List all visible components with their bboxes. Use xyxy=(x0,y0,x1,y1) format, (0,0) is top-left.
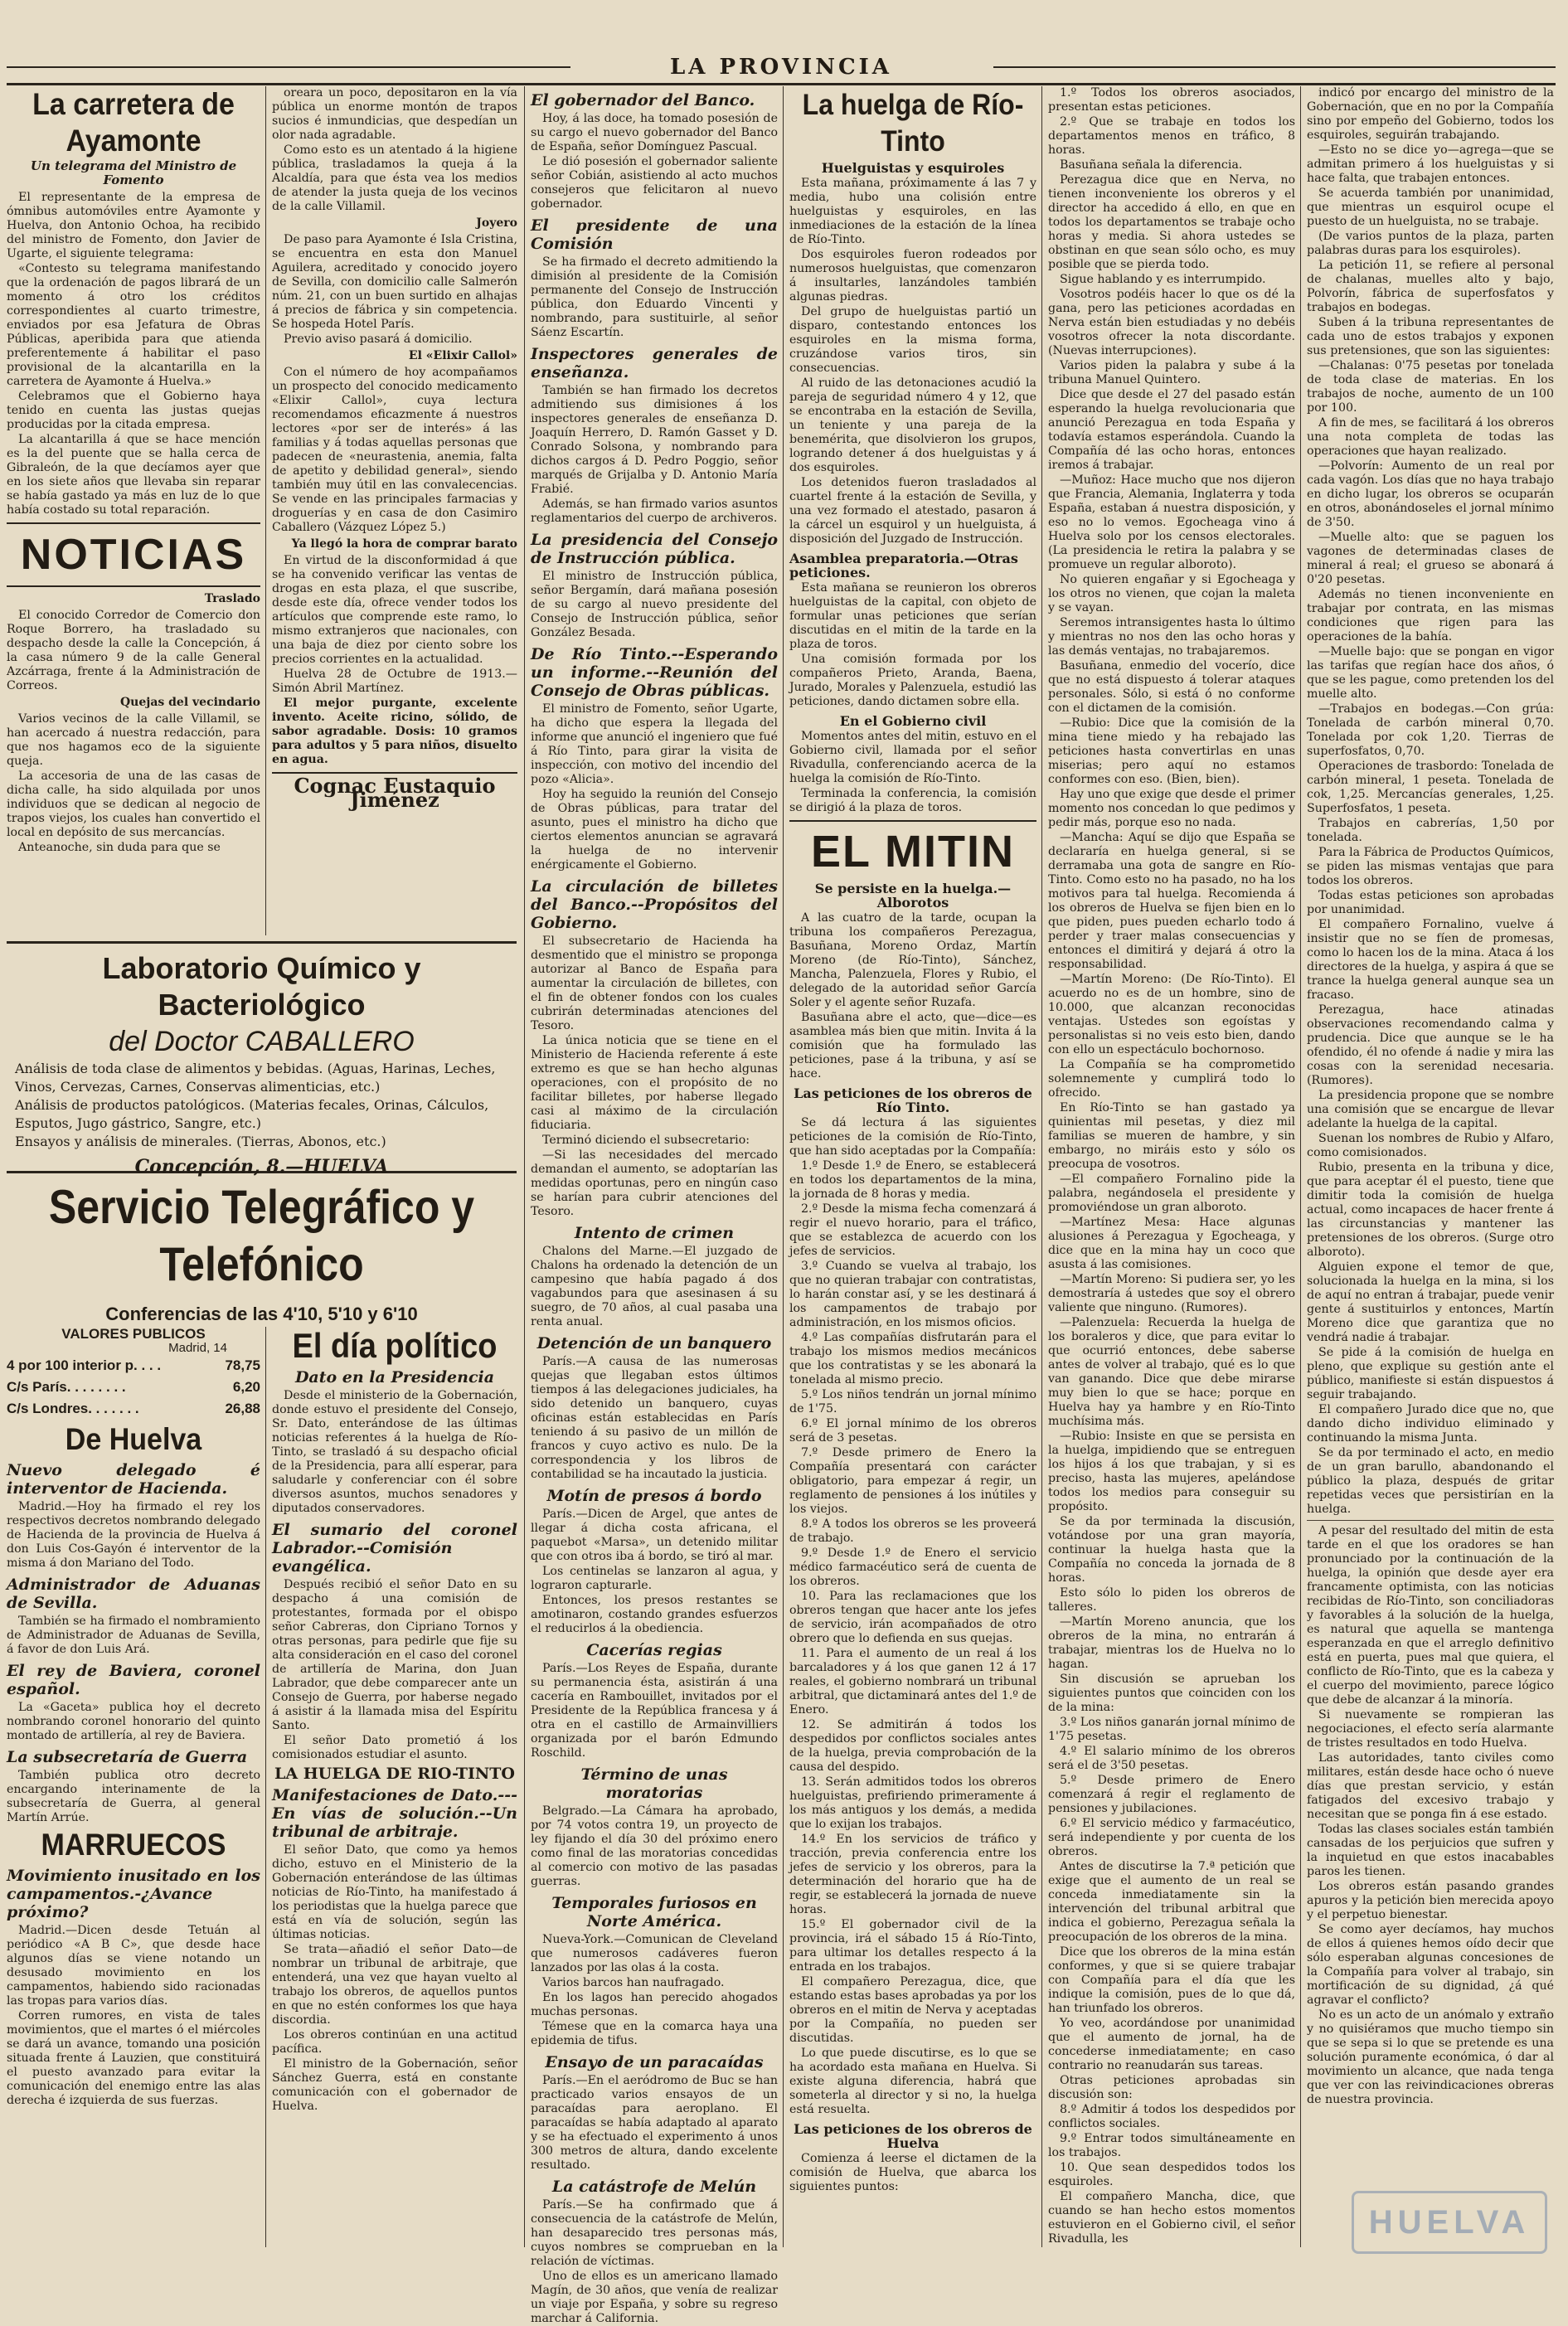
paragraph: El compañero Fornalino, vuelve á insistir que no se fíen de promesas, como lo hacen los de la mina. Ataca á los directores de la huelga, y aspira á que se trance la huelga general aunque sea un fracaso. xyxy=(1307,918,1554,1002)
paragraph: De paso para Ayamonte é Isla Cristina, se encuentra en esta don Manuel Aguilera, acreditado y conocido joyero de Sevilla, con domicilio calle Salmerón núm. 21, con un buen surtido en alhajas á precios de fábrica y sin competencia. Se hospeda Hotel París. xyxy=(272,233,517,331)
paragraph: Los detenidos fueron trasladados al cuartel frente á la estación de Sevilla, y una vez formado el atestado, pasaron á la cárcel un esquirol y un huelguista, á disposición del Juzgado de Instrucción. xyxy=(789,476,1036,546)
subhead: Movimiento inusitado en los campamentos.-¿Avance próximo? xyxy=(7,1867,260,1921)
newspaper-page xyxy=(7,0,1556,2325)
subhead: Las peticiones de los obreros de Río Tinto. xyxy=(794,1085,1032,1115)
paragraph: La accesoria de una de las casas de dicha calle, ha sido alquilada por unos individuos que se dedican al negocio de trapos viejos, los cuales han convertido el local en depósito de sus mercancías. xyxy=(7,770,260,839)
paragraph: Se da por terminado el acto, en medio de un gran barullo, abandonando el público la plaza, después de gritar repetidas veces que persistirían en la huelga. xyxy=(1307,1446,1554,1516)
column-rule xyxy=(265,1327,266,2247)
paragraph: En los lagos han perecido ahogados muchas personas. xyxy=(531,1991,778,2018)
paragraph: Basuñana abre el acto, que—dice—es asamblea más bien que mitin. Invita á la comisión que ha formulado las peticiones, pase á la tribuna, y así se hace. xyxy=(789,1011,1036,1080)
paragraph: Huelva 28 de Octubre de 1913.—Simón Abril Martínez. xyxy=(272,668,517,695)
subhead: De Río Tinto.--Esperando un informe.--Reunión del Consejo de Obras públicas. xyxy=(531,645,778,700)
paragraph: Terminada la conferencia, la comisión se dirigió á la plaza de toros. xyxy=(789,787,1036,814)
library-stamp: HUELVA xyxy=(1352,2191,1547,2254)
paragraph: París.—A causa de las numerosas quejas que llegaban estos últimos tiempos á las delegaciones judiciales, ha sido detenido un banquero, cuyas oficinas están establecidas en París teniendo á su pasivo de un millón de francos y cuyo activo es nulo. De la correspondencia y los libros de contabilidad se ha incautado la justicia. xyxy=(531,1355,778,1481)
paragraph: 9.º Desde 1.º de Enero el servicio médico farmacéutico será de cuenta de los obreros. xyxy=(789,1547,1036,1588)
masthead-title: LA PROVINCIA xyxy=(670,55,892,80)
paragraph: También se han firmado los decretos admitiendo sus dimisiones á los inspectores generales de enseñanza D. Joaquín Herrero, D. Ramón Gasset y D. Conrado Solsona, y nombrando para dichos cargos á D. Pedro Poggio, señor marqués de Grijalba y D. Antonio María Frabié. xyxy=(531,384,778,496)
paragraph: A las cuatro de la tarde, ocupan la tribuna los compañeros Perezagua, Basuñana, Moreno Ordaz, Martín Moreno (de Río-Tinto), Sánchez, Mancha, Palenzuela, Flores y Rubio, el delegado de la autoridad señor García Soler y el agente señor Ruzafa. xyxy=(789,911,1036,1009)
paragraph: Alguien expone el temor de que, solucionada la huelga en la mina, si los de aquí no entran á trabajar, puede venir gente á sustituirlos y entonces, Martín Moreno dice que garantiza que no vendrá nadie á trabajar. xyxy=(1307,1260,1554,1344)
paragraph: —Martín Moreno anuncia, que los obreros de la mina, no entrarán á trabajar, mientras los de Huelva no lo hagan. xyxy=(1048,1615,1295,1671)
paragraph: Otras peticiones aprobadas sin discusión son: xyxy=(1048,2074,1295,2101)
ad-cognac: Cognac Eustaquio Jiménez xyxy=(272,772,517,807)
paragraph: —Polvorín: Aumento de un real por cada vagón. Los días que no haya trabajo en dicho lugar, los obreros se ocuparán en otros, abonándoseles el jornal mínimo de 3'50. xyxy=(1307,459,1554,529)
masthead xyxy=(7,50,1556,85)
paragraph: Uno de ellos es un americano llamado Magín, de 30 años, que venía de realizar un viaje por España, y sobre su regreso marchar á California. xyxy=(531,2270,778,2325)
tele-conferencias: Conferencias de las 4'10, 5'10 y 6'10 xyxy=(105,1304,418,1324)
paragraph: Le dió posesión el gobernador saliente señor Cobián, asistiendo al acto muchos consejeros que felicitaron al nuevo gobernador. xyxy=(531,155,778,211)
lab-doctor: del Doctor CABALLERO xyxy=(109,1026,415,1057)
valores-value: 26,88 xyxy=(225,1401,260,1416)
column-rule xyxy=(265,86,266,935)
paragraph: La «Gaceta» publica hoy el decreto nombrando coronel honorario del quinto montado de artillería, al rey de Baviera. xyxy=(7,1701,260,1742)
paragraph: Una comisión formada por los compañeros Prieto, Aranda, Baena, Jurado, Morales y Palenzuela, estudió las peticiones, dando dictamen sobre ella. xyxy=(789,653,1036,708)
paragraph: —Mancha: Aquí se dijo que España se declararía en huelga general, si se derramaba una gota de sangre en Río-Tinto. Como esto no ha pasado, no ha los motivos para tal huelga. Recomienda á los obreros de Huelva se fijen bien en lo que piden, pues pueden echarlo todo á perder y traer malas consecuencias y entonces el dimitirá y dejará á otro la responsabilidad. xyxy=(1048,831,1295,971)
paragraph: 5.º Desde primero de Enero comenzará á regir el reglamento de pensiones y jubilaciones. xyxy=(1048,1774,1295,1815)
masthead-rule-right xyxy=(993,66,1556,68)
paragraph: Operaciones de trasbordo: Tonelada de carbón mineral, 1 peseta. Tonelada de cok, 1,25. Mercancías generales, 1,25. Superfosfatos, 1 peseta. xyxy=(1307,760,1554,815)
paragraph: Se trata—añadió el señor Dato—de nombrar un tribunal de arbitraje, que entenderá, una vez que hayan vuelto al trabajo los obreros, de aquellos puntos en que no estén conformes los que haya discordia. xyxy=(272,1943,517,2027)
paragraph: 14.º En los servicios de tráfico y tracción, previa conferencia entre los jefes de servicio y los obreros, para la determinación del horario que ha de regir, se establecerá la jornada de nueve horas. xyxy=(789,1833,1036,1916)
paragraph: 9.º Entrar todos simultáneamente en los trabajos. xyxy=(1048,2132,1295,2159)
subhead-traslado: Traslado xyxy=(204,592,260,605)
paragraph: Rubio, presenta en la tribuna y dice, que para aceptar él el puesto, tiene que dimitir toda la comisión de huelga actual, como incapaces de hacer frente á las circunstancias y mantener las pretensiones de los obreros. (Surge otro alboroto). xyxy=(1307,1161,1554,1259)
paragraph: Además no tienen inconveniente en trabajar por contrata, en las mismas condiciones que rigen para las operaciones de la bahía. xyxy=(1307,588,1554,643)
paragraph: Varios vecinos de la calle Villamil, se han acercado á nuestra redacción, para que nos hagamos eco de la siguiente queja. xyxy=(7,712,260,768)
paragraph: Los obreros continúan en una actitud pacífica. xyxy=(272,2028,517,2056)
paragraph: 6.º El servicio médico y farmacéutico, será independiente y por cuenta de los obreros. xyxy=(1048,1817,1295,1858)
paragraph: Los obreros están pasando grandes apuros y la petición bien merecida apoyo y el perpetuo bienestar. xyxy=(1307,1880,1554,1921)
lab-address: Concepción, 8.—HUELVA xyxy=(134,1156,389,1178)
paragraph: La petición 11, se refiere al personal de chalanas, muelles alto y bajo, Polvorín, fábrica de superfosfatos y trabajos en bodegas. xyxy=(1307,259,1554,314)
paragraph: París.—En el aeródromo de Buc se han practicado varios ensayos de un paracaídas para aeroplano. El paracaídas se había adaptado al aparato y se ha efectuado el experimento á unos 300 metros de altura, dando excelente resultado. xyxy=(531,2074,778,2172)
subhead: Dato en la Presidencia xyxy=(294,1368,495,1386)
paragraph: 2.º Que se trabaje en todos los departamentos menos en tráfico, 8 horas. xyxy=(1048,115,1295,157)
paragraph: 10. Para las reclamaciones que los obreros tengan que hacer ante los jefes de servicio, irán acompañados de otro obrero que lo defienda en sus quejas. xyxy=(789,1590,1036,1645)
paragraph: 2.º Desde la misma fecha comenzará á regir el nuevo horario, para el tráfico, que se establezca de acuerdo con los jefes de servicios. xyxy=(789,1202,1036,1258)
paragraph: Yo veo, acordándose por unanimidad que el aumento de jornal, ha de concederse inmediatamente; en caso contrario no reanudarán sus tareas. xyxy=(1048,2017,1295,2072)
subhead-joyero: Joyero xyxy=(476,216,517,230)
paragraph: En virtud de la disconformidad á que se ha convenido verificar las ventas de drogas en esta plaza, el que suscribe, desde este día, ofrece vender todos los artículos que comprende este ramo, lo mismo extranjeros que nacionales, con una baja de diez por ciento sobre los precios corrientes en la actualidad. xyxy=(272,554,517,666)
subhead: La presidencia del Consejo de Instrucción pública. xyxy=(531,531,778,567)
lab-line-3: Ensayos y análisis de minerales. (Tierras, Abonos, etc.) xyxy=(15,1134,386,1149)
column-2 xyxy=(272,86,517,935)
column-dia-politico xyxy=(272,1327,517,2247)
headline-mitin: EL MITIN xyxy=(810,827,1015,876)
column-6 xyxy=(1307,86,1554,2247)
paragraph: Hoy ha seguido la reunión del Consejo de Obras públicas, para tratar del asunto, pues el ministro ha dicho que ciertos elementos anuncian se agravará la huelga de no intervenir enérgicamente el Gobierno. xyxy=(531,788,778,872)
valores-row xyxy=(7,1377,260,1398)
paragraph: Hay uno que exige que desde el primer momento nos concedan lo que pedimos y pedir más, porque eso no nada. xyxy=(1048,788,1295,829)
paragraph: 4.º Las compañías disfrutarán para el trabajo los mismos medios mecánicos que los contratistas y se les abonará la tonelada al mismo precio. xyxy=(789,1331,1036,1386)
valores-value: 78,75 xyxy=(225,1357,260,1373)
lab-line-1: Análisis de toda clase de alimentos y bebidas. (Aguas, Harinas, Leches, Vinos, Cervezas, Carnes, Conservas alimenticias, etc.) xyxy=(15,1061,496,1095)
paragraph: 12. Se admitirán á todos los despedidos por conflictos sociales antes de la huelga, previa comprobación de la causa del despido. xyxy=(789,1718,1036,1774)
valores-row xyxy=(7,1355,260,1377)
paragraph: Como esto es un atentado á la higiene pública, trasladamos la queja á la Alcaldía, para que ésta vea los medios de atender la justa queja de los vecinos de la calle Villamil. xyxy=(272,143,517,213)
lab-title: Laboratorio Químico y Bacteriológico xyxy=(102,951,421,1022)
column-1 xyxy=(7,86,260,935)
paragraph: Chalons del Marne.—El juzgado de Chalons ha ordenado la detención de un campesino que había pagado á dos vagabundos para que asesinasen á su suegro, de 70 años, al cual pasaba una renta anual. xyxy=(531,1245,778,1328)
subhead: La catástrofe de Melún xyxy=(551,2178,757,2196)
paragraph: Trabajos en cabrerías, 1,50 por tonelada. xyxy=(1307,817,1554,844)
column-4 xyxy=(789,86,1036,2247)
column-rule xyxy=(783,86,784,2247)
column-rule xyxy=(1041,86,1042,2247)
paragraph: Basuñana, enmedio del vocerío, dice que no está dispuesto á tolerar ataques personales. Sólo, si está ó no conforme con el dictamen de la comisión. xyxy=(1048,659,1295,715)
paragraph: Para la Fábrica de Productos Químicos, se piden las mismas ventajas que para todos los obreros. xyxy=(1307,846,1554,887)
lab-line-2: Análisis de productos patológicos. (Materias fecales, Orinas, Cálculos, Esputos, Jugo gástrico, Sangre, etc.) xyxy=(15,1097,489,1131)
headline-dia-politico: El día político xyxy=(292,1327,498,1367)
subhead: Nuevo delegado é interventor de Hacienda. xyxy=(7,1461,260,1498)
paragraph: París.—Se ha confirmado que á consecuencia de la catástrofe de Melún, han desaparecido tres personas más, cuyos nombres se comprueban en la relación de víctimas. xyxy=(531,2198,778,2268)
subhead: Temporales furiosos en Norte América. xyxy=(551,1894,757,1930)
paragraph: El representante de la empresa de ómnibus automóviles entre Ayamonte y Huelva, don Antonio Ochoa, ha recibido del ministro de Fomento, don Javier de Ugarte, el siguiente telegrama: xyxy=(7,191,260,260)
paragraph: También publica otro decreto encargando interinamente de la subsecretaría de Guerra, al general Martín Arrúe. xyxy=(7,1769,260,1824)
valores-key: 4 por 100 interior p. . . . xyxy=(7,1357,162,1373)
valores-key: C/s Londres. . . . . . . xyxy=(7,1401,139,1416)
paragraph: Si nuevamente se rompieran las negociaciones, el efecto sería alarmante de tristes resultados en todo Huelva. xyxy=(1307,1708,1554,1750)
paragraph: —Martín Moreno: (De Río-Tinto). El acuerdo no es de un hombre, sino de 10.000, que alcanzan reconocidas ventajas. Ustedes son egoístas y personalistas si no veis esto bien, dando con ello un espectáculo bochornoso. xyxy=(1048,973,1295,1056)
paragraph: El compañero Mancha, dice, que cuando se han hecho estos momentos estuvieron en el Gobierno civil, el señor Rivadulla, les xyxy=(1048,2190,1295,2246)
column-5 xyxy=(1048,86,1295,2247)
subhead: Intento de crimen xyxy=(574,1224,735,1242)
paragraph: Del grupo de huelguistas partió un disparo, contestando entonces los esquiroles en la misma forma, cruzándose varios tiros, sin consecuencias. xyxy=(789,305,1036,375)
paragraph: El subsecretario de Hacienda ha desmentido que el ministro se proponga autorizar al Banco de España para aumentar la circulación de billetes, con el fin de obtener fondos con los cuales cubrirán determinadas atenciones del Tesoro. xyxy=(531,935,778,1032)
paragraph: 3.º Cuando se vuelva al trabajo, los que no quieran trabajar con contratistas, lo harán constar así, y se les destinará á los campamentos de trabajo por administración, en los mismos oficios. xyxy=(789,1260,1036,1329)
subhead: Las peticiones de los obreros de Huelva xyxy=(794,2121,1032,2151)
paragraph: Se pide á la comisión de huelga en pleno, que explique su gestión ante el público, manifieste si están dispuestos á seguir trabajando. xyxy=(1307,1346,1554,1401)
paragraph: Dice que desde el 27 del pasado están esperando la huelga revolucionaria que anunció Perezagua en toda España y todavía estamos esperándola. Cuando la Compañía dé las ocho horas, entonces iremos á trabajar. xyxy=(1048,388,1295,472)
column-3 xyxy=(531,86,778,2325)
subhead: Ensayo de un paracaídas xyxy=(545,2053,764,2071)
paragraph: —Palenzuela: Recuerda la huelga de los boraleros y dice, que para evitar lo que ocurrió entonces, debe saberse antes de volver al trabajo, qué es lo que van ganando. Dice que debe mirarse muy bien lo que se hace; porque en Huelva hay ya hambre y en Río-Tinto muchísima más. xyxy=(1048,1316,1295,1428)
divider xyxy=(789,820,1036,822)
valores-publicos xyxy=(7,1327,260,1420)
paragraph: Madrid.—Dicen desde Tetuán al periódico «A B C», que desde hace algunos días se viene notando un desusado movimiento en los campamentos, habiendo sido racionadas las tropas para varios días. xyxy=(7,1924,260,2008)
column-huelva xyxy=(7,1327,260,2247)
paragraph: El ministro de Fomento, señor Ugarte, ha dicho que espera la llegada del informe que anunció el ingeniero que fué á Río Tinto, para girar la visita de inspección, con motivo del incendio del pozo «Alicia». xyxy=(531,702,778,786)
paragraph: —Esto no se dice yo—agrega—que se admitan primero á los huelguistas y si hace falta, que trabajen entonces. xyxy=(1307,143,1554,185)
paragraph: En Río-Tinto se han gastado ya quinientas mil pesetas, y diez mil familias se mueren de hambre, y sin embargo, no miráis esto y sólo os preocupa de vosotros. xyxy=(1048,1101,1295,1171)
paragraph: El conocido Corredor de Comercio don Roque Borrero, ha trasladado su despacho desde la calle la Concepción, á la casa número 9 de la calle General Azcárraga, frente á la Administración de Correos. xyxy=(7,609,260,692)
paragraph: El señor Dato, que como ya hemos dicho, estuvo en el Ministerio de la Gobernación enterándose de las últimas noticias de Río-Tinto, ha manifestado á los periodistas que la huelga parece que está en vía de solución, según las últimas noticias. xyxy=(272,1843,517,1941)
paragraph: —Muelle bajo: que se pongan en vigor las tarifas que regían hace dos años, ó que se les pague, como pretenden los del muelle alto. xyxy=(1307,645,1554,701)
paragraph: Después recibió el señor Dato en su despacho á una comisión de protestantes, formada por el obispo señor Cabreras, don Cipriano Tornos y otras personas, para pedirle que fije su alta consideración en el caso del coronel de artillería de Marina, don Juan Labrador, que debe comparecer ante un Consejo de Guerra, por haberse negado á asistir á la llamada misa del Espíritu Santo. xyxy=(272,1578,517,1732)
subhead: El gobernador del Banco. xyxy=(531,91,755,109)
paragraph: 15.º El gobernador civil de la provincia, irá el sábado 15 á Río-Tinto, para ultimar los detalles respecto á la entrada en los trabajos. xyxy=(789,1918,1036,1974)
paragraph: La presidencia propone que se nombre una comisión que se encargue de llevar adelante la huelga de la capital. xyxy=(1307,1089,1554,1130)
paragraph: El ministro de Instrucción pública, señor Bergamín, dará mañana posesión de su cargo al nuevo presidente del Consejo de Instrucción pública, señor González Besada. xyxy=(531,570,778,639)
paragraph: Sin discusión se aprueban los siguientes puntos que coinciden con los de la mina: xyxy=(1048,1673,1295,1714)
paragraph: Varios barcos han naufragado. xyxy=(542,1976,725,1989)
subhead-barato: Ya llegó la hora de comprar barato xyxy=(291,537,517,551)
paragraph: Se da por terminada la discusión, votándose por una gran mayoría, continuar la huelga hasta que la Compañía no conceda la jornada de 8 horas. xyxy=(1048,1515,1295,1585)
paragraph: El señor Dato prometió á los comisionados estudiar el asunto. xyxy=(272,1734,517,1761)
headline-huelga: La huelga de Río-Tinto xyxy=(802,88,1024,158)
paragraph: La única noticia que se tiene en el Ministerio de Hacienda referente á este extremo es que se han hecho algunas operaciones, con el propósito de no facilitar billetes, por haberse llegado casi al máximo de la circulación fiduciaria. xyxy=(531,1034,778,1132)
paragraph: París.—Dicen de Argel, que antes de llegar á dicha costa africana, el paquebot «Marsa», un detenido militar que con otros iba á bordo, se tiró al mar. xyxy=(531,1508,778,1563)
paragraph: —Muñoz: Hace mucho que nos dijeron que Francia, Alemania, Inglaterra y toda España, estaban á nuestra disposición, y eso no lo vemos. Egocheaga vino á Huelva solo por los censos electorales. (La presidencia le retira la palabra y se promueve un regular alboroto). xyxy=(1048,473,1295,571)
paragraph: Perezagua dice que en Nerva, no tienen inconveniente los obreros y el director ha accedido á ello, en que en todos los departamentos se trabaje ocho horas y media. Si ahora ustedes se obstinan en que sean sólo ocho, es muy posible que se pierda todo. xyxy=(1048,173,1295,271)
divider xyxy=(7,522,260,524)
valores-row xyxy=(7,1398,260,1420)
paragraph: 3.º Los niños ganarán jornal mínimo de 1'75 pesetas. xyxy=(1048,1716,1295,1743)
headline-de-huelva: De Huelva xyxy=(65,1422,202,1457)
paragraph: No es un acto de un anómalo y extraño y no quisiéramos que mucho tiempo sin que se sepa si lo que se pretende es una solución puramente económica, ó dar al movimiento un alcance, que nada tenga que ver con las reivindicaciones obreras de nuestra provincia. xyxy=(1307,2008,1554,2106)
paragraph: —Martín Moreno: Si pudiera ser, yo les demostraría á ustedes que soy el obrero valiente que ninguno. (Rumores). xyxy=(1048,1273,1295,1314)
subhead: Cacerías regias xyxy=(586,1641,722,1659)
paragraph: 1.º Todos los obreros asociados, presentan estas peticiones. xyxy=(1048,86,1295,114)
paragraph: La alcantarilla á que se hace mención es la del puente que se halla cerca de Gibraleón, de la que decíamos ayer que en los siete años que llevaba sin reparar se había gastado ya más en luz de lo que había costado su total reparación. xyxy=(7,433,260,517)
headline-marruecos: MARRUECOS xyxy=(41,1828,226,1862)
paragraph: Comienza á leerse el dictamen de la comisión de Huelva, que abarca los siguientes puntos: xyxy=(789,2152,1036,2193)
paragraph: 7.º Desde primero de Enero la Compañía presentará con carácter obligatorio, para empezar á regir, un reglamento de pensiones á los inútiles y los viejos. xyxy=(789,1446,1036,1516)
paragraph: Basuñana señala la diferencia. xyxy=(1060,158,1243,172)
column-rule xyxy=(1300,86,1301,2247)
divider xyxy=(7,585,260,587)
paragraph: 8.º A todos los obreros se les proveerá de trabajo. xyxy=(789,1517,1036,1545)
paragraph: «Contesto su telegrama manifestando que la ordenación de pagos librará de un momento á otro los créditos correspondientes al cuarto trimestre, enviados por esa Jefatura de Obras Públicas, aperibida para que atienda preferentemente á habilitar el paso provisional de la alcantarilla en la carretera de Ayamonte á Huelva.» xyxy=(7,262,260,388)
divider xyxy=(1307,1520,1554,1521)
paragraph: Además, se han firmado varios asuntos reglamentarios del cuerpo de archiveros. xyxy=(531,498,778,525)
paragraph: Dos esquiroles fueron rodeados por numerosos huelguistas, que comenzaron á insultarles, lanzándoles también algunas piedras. xyxy=(789,248,1036,303)
headline-carretera: La carretera de Ayamonte xyxy=(32,87,235,158)
paragraph: —Chalanas: 0'75 pesetas por tonelada de toda clase de materias. En los trabajos de noche, aumento de un 100 por 100. xyxy=(1307,359,1554,415)
tele-title: Servicio Telegráfico y Telefónico xyxy=(48,1180,475,1291)
subhead: Administrador de Aduanas de Sevilla. xyxy=(7,1576,260,1612)
paragraph: Varios piden la palabra y sube á la tribuna Manuel Quintero. xyxy=(1048,359,1295,386)
paragraph: A fin de mes, se facilitará á los obreros una nota completa de todas las operaciones que hayan realizado. xyxy=(1307,416,1554,458)
paragraph: El ministro de la Gobernación, señor Sánchez Guerra, está en constante comunicación con el gobernador de Huelva. xyxy=(272,2057,517,2113)
subhead: Manifestaciones de Dato.---En vías de solución.--Un tribunal de arbitraje. xyxy=(272,1786,517,1841)
paragraph: 8.º Admitir á todos los despedidos por conflictos sociales. xyxy=(1048,2103,1295,2130)
paragraph: Vosotros podéis hacer lo que os dé la gana, pero las peticiones acordadas en Nerva están bien estudiadas y no debéis vosotros ofrecer la nota discordante. (Nuevas interrupciones). xyxy=(1048,288,1295,357)
paragraph: 4.º El salario mínimo de los obreros será el de 3'50 pesetas. xyxy=(1048,1745,1295,1772)
paragraph: Nueva-York.—Comunican de Cleveland que numerosos cadáveres fueron lanzados por las olas á la costa. xyxy=(531,1933,778,1974)
subhead: En el Gobierno civil xyxy=(839,713,987,729)
paragraph: Esta mañana, próximamente á las 7 y media, hubo una colisión entre huelguistas y esquiroles, en las inmediaciones de la estación de la línea de Río-Tinto. xyxy=(789,177,1036,246)
subhead: Se persiste en la huelga.—Alborotos xyxy=(814,881,1012,910)
section-telegrafico xyxy=(7,1180,517,1324)
paragraph: Témese que en la comarca haya una epidemia de tifus. xyxy=(531,2020,778,2047)
paragraph: Seremos intransigentes hasta lo último y mientras no nos den las ocho horas y las demás ventajas, no trabajaremos. xyxy=(1048,616,1295,658)
paragraph: La Compañía se ha comprometido solemnemente y cumplirá todo lo ofrecido. xyxy=(1048,1058,1295,1100)
subhead-telegrama: Un telegrama del Ministro de Fomento xyxy=(30,158,237,187)
paragraph: Previo aviso pasará á domicilio. xyxy=(284,333,473,346)
paragraph: Suenan los nombres de Rubio y Alfaro, como comisionados. xyxy=(1307,1132,1554,1159)
paragraph: 11. Para el aumento de un real á los barcaladores y á los que ganen 12 á 17 reales, el gobierno nombrará un tribunal arbitral, que dictaminará antes del 1.º de Enero. xyxy=(789,1647,1036,1717)
paragraph: Al ruido de las detonaciones acudió la pareja de seguridad número 4 y 12, que se encontraba en la estación de Sevilla, un teniente y una pareja de la benemérita, que disolvieron los grupos, logrando detener á dos huelguistas y á dos esquiroles. xyxy=(789,376,1036,474)
valores-value: 6,20 xyxy=(232,1379,260,1395)
paragraph: Se ha firmado el decreto admitiendo la dimisión al presidente de la Comisión permanente del Consejo de Instrucción pública, don Eduardo Vincenti y nombrando, para sustituirle, al señor Sáenz Escartín. xyxy=(531,255,778,339)
paragraph: Se dá lectura á las siguientes peticiones de la comisión de Río-Tinto, que han sido aceptadas por la Compañía: xyxy=(789,1116,1036,1158)
valores-key: C/s París. . . . . . . . xyxy=(7,1379,126,1395)
paragraph: Belgrado.—La Cámara ha aprobado, por 74 votos contra 19, un proyecto de ley fijando el día 30 del próximo enero como final de las moratorias concedidas al comercio con motivo de las pasadas guerras. xyxy=(531,1804,778,1888)
paragraph: Se acuerda también por unanimidad, que mientras un esquirol ocupe el puesto de un huelguista, no se trabaje. xyxy=(1307,187,1554,228)
paragraph: Las autoridades, tanto civiles como militares, están desde hace ocho ó nueve días que prestan servicio, y están fatigados del excesivo trabajo y necesitan que se ponga fin á ese estado. xyxy=(1307,1751,1554,1821)
subhead-quejas: Quejas del vecindario xyxy=(119,696,260,709)
subhead: El sumario del coronel Labrador.--Comisión evangélica. xyxy=(272,1521,517,1576)
subhead: Huelguistas y esquiroles xyxy=(821,160,1005,176)
subhead: La subsecretaría de Guerra xyxy=(7,1748,248,1766)
paragraph: Celebramos que el Gobierno haya tenido en cuenta las justas quejas producidas por la citada empresa. xyxy=(7,390,260,431)
paragraph: 6.º El jornal mínimo de los obreros será de 3 pesetas. xyxy=(789,1417,1036,1445)
paragraph: Antes de discutirse la 7.ª petición que exige que el aumento de un real se conceda inmediatamente sin la intervención del tribunal arbitral que indica el gobierno, Perezagua señala la preocupación de los obreros de la mina. xyxy=(1048,1860,1295,1944)
paragraph: Con el número de hoy acompañamos un prospecto del conocido medicamento «Elixir Callol», cuya lectura recomendamos eficazmente á nuestros lectores «por ser de interés» á las familias y á todas aquellas personas que padecen de «neurastenia, anemia, falta de apetito y debilidad general», siendo también muy útil en las convalecencias. Se vende en las principales farmacias y droguerías y en casa de don Casimiro Caballero (Vázquez López 5.) xyxy=(272,366,517,534)
paragraph: Corren rumores, en vista de tales movimientos, que el martes ó el miércoles se dará un avance, tomando una posición situada frente á Lauzien, que constituirá el puesto avanzado para evitar la comunicación del enemigo entre las alas derecha é izquierda de sus fuerzas. xyxy=(7,2009,260,2107)
paragraph: A pesar del resultado del mitin de esta tarde en el que los oradores se han pronunciado por la continuación de la huelga, la opinión que desde ayer era francamente optimista, con las noticias recibidas de Río-Tinto, son conciliadoras y favorables á la solución de la huelga, es natural que aquella se mantenga esperanzada en que el arreglo definitivo está en puerta, pues mal que quiera, el conflicto de Río-Tinto, que es la cabeza y el cuerpo del movimiento, parece lógico que debe de alcanzar á la minoría. xyxy=(1307,1524,1554,1707)
paragraph: Lo que puede discutirse, es lo que se ha acordado esta mañana en Huelva. Si existe alguna diferencia, habrá que someterla al director y si no, la huelga está resuelta. xyxy=(789,2047,1036,2116)
subhead: El rey de Baviera, coronel español. xyxy=(7,1662,260,1698)
paragraph: —Muelle alto: que se paguen los vagones de determinadas clases de mineral á real; el grueso se abonará á 0'20 pesetas. xyxy=(1307,531,1554,586)
paragraph: Los centinelas se lanzaron al agua, y lograron capturarle. xyxy=(531,1565,778,1592)
paragraph: —El compañero Fornalino pide la palabra, negándosela el presidente y promoviéndose un gran alboroto. xyxy=(1048,1173,1295,1214)
subhead: La circulación de billetes del Banco.--Propósitos del Gobierno. xyxy=(531,877,778,932)
paragraph: 5.º Los niños tendrán un jornal mínimo de 1'75. xyxy=(789,1388,1036,1416)
paragraph: Suben á la tribuna representantes de cada uno de estos trabajos y exponen sus pretensiones, que son las siguientes: xyxy=(1307,316,1554,357)
ad-purgante: El mejor purgante, excelente invento. Aceite ricino, sólido, de sabor agradable. Dosis: 10 gramos para adultos y 5 para niños, disuelto en agua. xyxy=(272,697,517,766)
paragraph: Dice que los obreros de la mina están conformes, y que si se quiere trabajar con Compañía para el día que les indique la comisión, pues de lo que dá, han triunfado los obreros. xyxy=(1048,1945,1295,2015)
headline-noticias: NOTICIAS xyxy=(20,531,247,579)
subhead: Inspectores generales de enseñanza. xyxy=(531,345,778,381)
paragraph: Momentos antes del mitin, estuvo en el Gobierno civil, llamada por el señor Rivadulla, conferenciando acerca de la huelga la comisión de Río-Tinto. xyxy=(789,730,1036,785)
paragraph: Desde el ministerio de la Gobernación, donde estuvo el presidente del Consejo, Sr. Dato, enterándose de las últimas noticias referentes á la huelga de Río-Tinto, se trasladó á su despacho oficial de la Presidencia, para allí esperar, para saludarle y conferenciar con él sobre diversos asuntos, muchos senadores y diputados conservadores. xyxy=(272,1389,517,1515)
paragraph: —Martínez Mesa: Hace algunas alusiones á Perezagua y Egocheaga, y dice que en la mina hay un coco que asusta á las comisiones. xyxy=(1048,1216,1295,1271)
valores-title: VALORES PUBLICOS xyxy=(61,1326,206,1342)
subhead: Detención de un banquero xyxy=(536,1334,772,1352)
paragraph: —Si las necesidades del mercado demandan el aumento, se adoptarían las medidas oportunas, pero en ningún caso se harían para cubrir atenciones del Tesoro. xyxy=(531,1148,778,1218)
paragraph: Sigue hablando y es interrumpido. xyxy=(1060,273,1266,286)
column-rule xyxy=(524,86,525,2247)
paragraph: (De varios puntos de la plaza, parten palabras duras para los esquiroles). xyxy=(1307,230,1554,257)
subhead-elixir: El «Elixir Callol» xyxy=(408,349,517,362)
subhead: LA HUELGA DE RIO-TINTO xyxy=(274,1765,515,1783)
paragraph: 10. Que sean despedidos todos los esquiroles. xyxy=(1048,2161,1295,2188)
paragraph: —Rubio: Insiste en que se persista en la huelga, impidiendo que se entreguen los hijos á los que trabajan, y si es preciso, hasta las mujeres, apelándose todos los medios para conseguir su propósito. xyxy=(1048,1430,1295,1513)
paragraph: Todas estas peticiones son aprobadas por unanimidad. xyxy=(1307,889,1554,916)
paragraph: No quieren engañar y si Egocheaga y los otros no vienen, que cojan la maleta y se vayan. xyxy=(1048,573,1295,614)
paragraph: El compañero Perezagua, dice, que estando estas bases aprobadas ya por los obreros en el mitin de Nerva y aceptadas por la Compañía, no pueden ser discutidas. xyxy=(789,1975,1036,2045)
valores-date: Madrid, 14 xyxy=(168,1341,227,1355)
subhead: Asamblea preparatoria.—Otras peticiones. xyxy=(789,551,1018,580)
paragraph: Perezagua, hace atinadas observaciones recomendando calma y prudencia. Dice que aunque se le ha ofendido, él no ofende á nadie y mira las cosas con la serenidad necesaria. (Rumores). xyxy=(1307,1003,1554,1087)
paragraph: Anteanoche, sin duda para que se xyxy=(18,841,221,854)
paragraph: Esto sólo lo piden los obreros de talleres. xyxy=(1048,1586,1295,1614)
paragraph: Entonces, los presos restantes se amotinaron, costando grandes esfuerzos el reducirlos á la obediencia. xyxy=(531,1594,778,1635)
paragraph: París.—Los Reyes de España, durante su permanencia ésta, asistirán á una cacería en Rambouillet, invitados por el Presidente de la República francesa y á otra en el castillo de Armainvilliers organizada por el barón Edmundo Roschild. xyxy=(531,1662,778,1760)
paragraph: oreara un poco, depositaron en la vía pública un enorme montón de trapos sucios é inmundicias, que despedían un olor nada agradable. xyxy=(272,86,517,142)
subhead: El presidente de una Comisión xyxy=(531,216,778,253)
paragraph: —Rubio: Dice que la comisión de la mina tiene miedo y ha rebajado las peticiones hasta convertirlas en unas miserias; pero aquí no estamos conformes con eso. (Bien, bien). xyxy=(1048,716,1295,786)
subhead: Término de unas moratorias xyxy=(580,1765,728,1802)
paragraph: El compañero Jurado dice que no, que dando dicho individuo eliminado y continuando la misma Junta. xyxy=(1307,1403,1554,1445)
paragraph: Terminó diciendo el subsecretario: xyxy=(542,1134,750,1147)
ad-laboratorio xyxy=(7,941,517,1178)
paragraph: Esta mañana se reunieron los obreros huelguistas de la capital, con objeto de formular unas peticiones que serían discutidas en el mitin de la tarde en la plaza de toros. xyxy=(789,581,1036,651)
paragraph: También se ha firmado el nombramiento de Administrador de Aduanas de Sevilla, á favor de don Luis Ará. xyxy=(7,1615,260,1656)
paragraph: —Trabajos en bodegas.—Con grúa: Tonelada de carbón mineral 0,70. Tonelada por cok 1,20. Tierras de superfosfatos, 0,70. xyxy=(1307,702,1554,758)
paragraph: Madrid.—Hoy ha firmado el rey los respectivos decretos nombrando delegado de Hacienda de la provincia de Huelva á don Luis Cos-Gayón é interventor de la misma á don Mariano del Todo. xyxy=(7,1500,260,1570)
paragraph: Todas las clases sociales están también cansadas de los perjuicios que sufren y la inquietud en que estos inacabables paros les tienen. xyxy=(1307,1823,1554,1878)
paragraph: 13. Serán admitidos todos los obreros huelguistas, prefiriendo primeramente á los más antiguos y los demás, a medida que lo exijan los trabajos. xyxy=(789,1775,1036,1831)
paragraph: Hoy, á las doce, ha tomado posesión de su cargo el nuevo gobernador del Banco de España, señor Domínguez Pascual. xyxy=(531,112,778,153)
paragraph: Se como ayer decíamos, hay muchos de ellos á quienes hemos oído decir que sólo esperaban algunas concesiones de la Compañía para volver al trabajo, sin mortificación de su dignidad, ¿á qué agravar el conflicto? xyxy=(1307,1923,1554,2007)
paragraph: 1.º Desde 1.º de Enero, se establecerá en todos los departamentos de la mina, la jornada de 8 horas y media. xyxy=(789,1159,1036,1201)
paragraph: indicó por encargo del ministro de la Gobernación, que en no por la Compañía sino por empeño del Gobierno, todos los esquiroles, seguirán trabajando. xyxy=(1307,86,1554,142)
subhead: Motín de presos á bordo xyxy=(546,1487,762,1505)
